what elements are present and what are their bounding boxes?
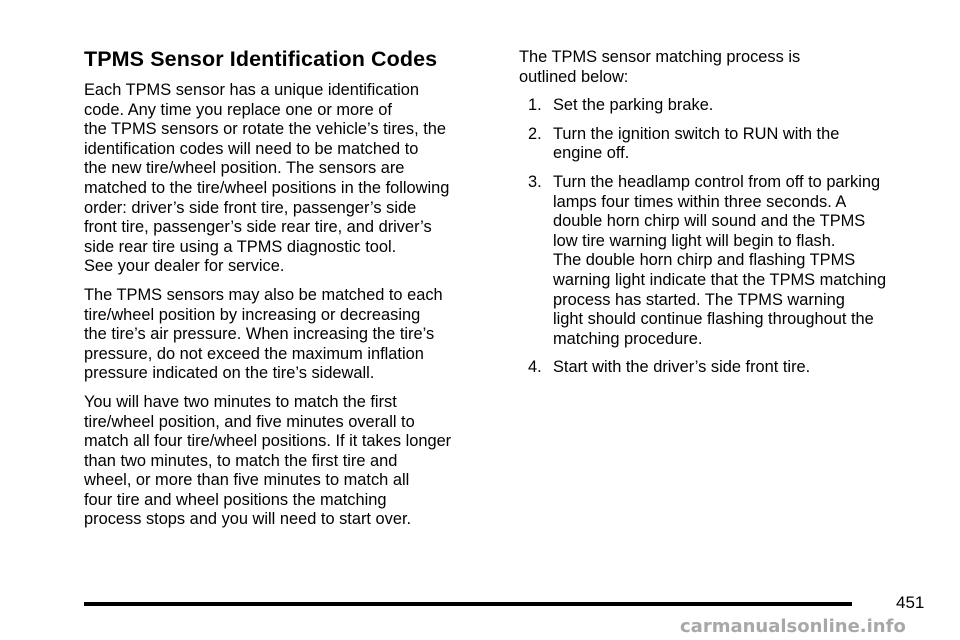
procedure-step — [519, 96, 939, 116]
text-line: The TPMS sensors may also be matched to each — [84, 285, 443, 304]
text-line: Set the parking brake. — [553, 96, 714, 115]
text-line: side rear tire using a TPMS diagnostic tool. — [84, 237, 397, 256]
procedure-step — [519, 173, 939, 349]
text-line: light should continue flashing throughout the — [553, 310, 874, 329]
text-line: lamps four times within three seconds. A — [553, 192, 847, 211]
body-paragraph — [84, 393, 504, 530]
text-line: process stops and you will need to start over. — [84, 510, 412, 529]
text-line: tire/wheel position by increasing or decreasing — [84, 305, 421, 324]
text-line: the tire’s air pressure. When increasing the tire’s — [84, 325, 435, 344]
text-line: The TPMS sensor matching process is — [519, 48, 801, 66]
text-line: See your dealer for service. — [84, 257, 285, 276]
step-number: 1. — [528, 96, 542, 115]
text-line: Turn the headlamp control from off to parking — [553, 172, 881, 191]
watermark-text: carmanualsonline.info — [680, 616, 906, 637]
footer-rule — [84, 602, 852, 606]
text-line: Start with the driver’s side front tire. — [553, 358, 811, 377]
body-paragraph — [84, 81, 504, 277]
text-line: You will have two minutes to match the first — [84, 392, 397, 411]
text-line: pressure, do not exceed the maximum inflation — [84, 344, 424, 363]
text-line: than two minutes, to match the first tire and — [84, 451, 398, 470]
step-number: 4. — [528, 358, 542, 377]
text-line: tire/wheel position, and five minutes overall to — [84, 412, 415, 431]
text-line: identification codes will need to be matched to — [84, 139, 419, 158]
procedure-step — [519, 125, 939, 164]
text-line: outlined below: — [519, 67, 629, 86]
text-line: the new tire/wheel position. The sensors are — [84, 159, 405, 178]
text-line: matching procedure. — [553, 329, 703, 348]
body-paragraph — [84, 286, 504, 384]
section-heading: TPMS Sensor Identification Codes — [84, 47, 438, 71]
right-column — [519, 48, 939, 387]
text-line: process has started. The TPMS warning — [553, 290, 845, 309]
left-column — [84, 46, 504, 539]
text-line: warning light indicate that the TPMS matching — [553, 270, 887, 289]
text-line: low tire warning light will begin to flash. — [553, 231, 836, 250]
text-line: double horn chirp will sound and the TPMS — [553, 212, 866, 231]
step-number: 3. — [528, 172, 542, 191]
procedure-steps — [519, 96, 939, 378]
text-line: match all four tire/wheel positions. If it takes longer — [84, 432, 452, 451]
text-line: Each TPMS sensor has a unique identification — [84, 81, 419, 99]
procedure-step — [519, 358, 939, 378]
procedure-intro — [519, 48, 939, 87]
text-line: The double horn chirp and flashing TPMS — [553, 251, 856, 270]
text-line: the TPMS sensors or rotate the vehicle’s tires, the — [84, 120, 446, 139]
text-line: code. Any time you replace one or more of — [84, 100, 392, 119]
text-line: wheel, or more than five minutes to match all — [84, 471, 410, 490]
text-line: order: driver’s side front tire, passenger’s side — [84, 198, 417, 217]
page-number: 451 — [896, 593, 925, 612]
text-line: matched to the tire/wheel positions in the following — [84, 178, 450, 197]
text-line: pressure indicated on the tire’s sidewall. — [84, 364, 375, 383]
text-line: engine off. — [553, 144, 630, 163]
text-line: Turn the ignition switch to RUN with the — [553, 124, 840, 143]
step-number: 2. — [528, 124, 542, 143]
text-line: four tire and wheel positions the matching — [84, 490, 387, 509]
text-line: front tire, passenger’s side rear tire, and driver’s — [84, 218, 432, 237]
left-paragraphs — [84, 81, 504, 530]
